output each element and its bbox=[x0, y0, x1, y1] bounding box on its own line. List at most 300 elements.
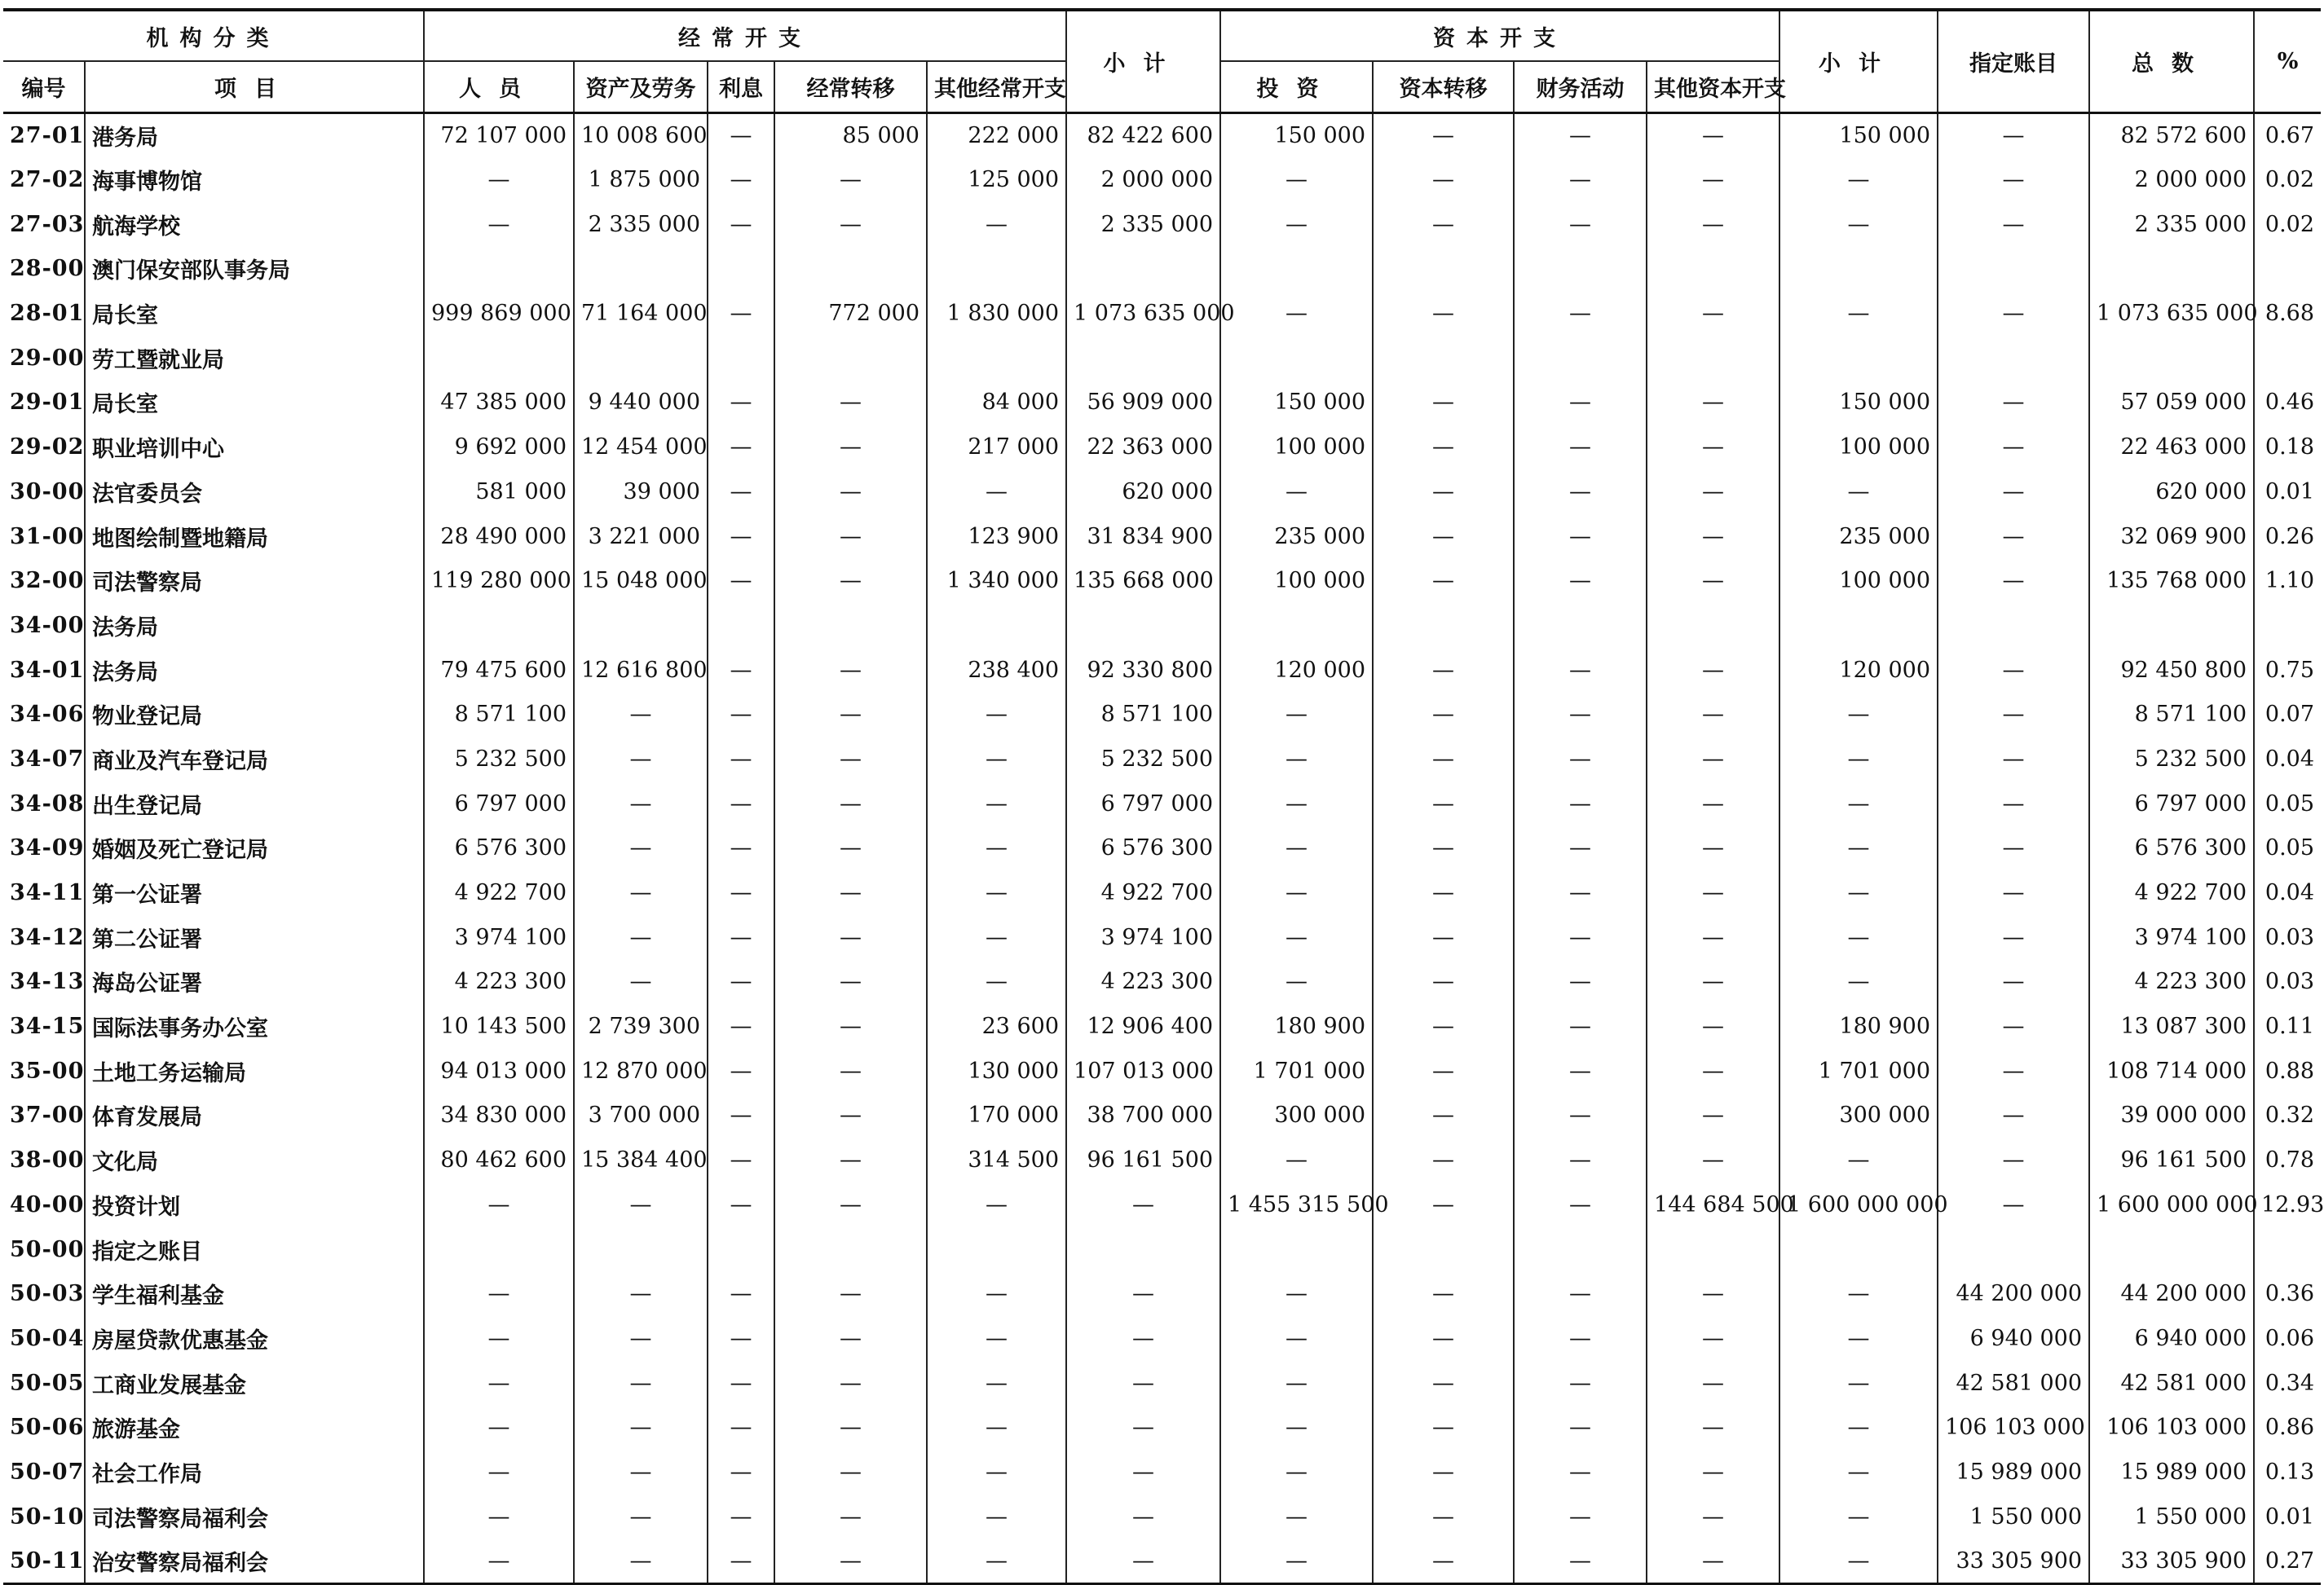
cell-other-operating: 123 900 bbox=[927, 514, 1066, 559]
cell-personnel: 94 013 000 bbox=[424, 1049, 574, 1094]
row-item-name: 婚姻及死亡登记局 bbox=[85, 826, 424, 871]
row-code: 28-00 bbox=[3, 247, 85, 292]
cell-capital-transfer: — bbox=[1373, 291, 1514, 336]
row-code: 34-12 bbox=[3, 915, 85, 960]
row-item-name: 商业及汽车登记局 bbox=[85, 737, 424, 781]
cell-total: 1 550 000 bbox=[2089, 1495, 2254, 1539]
cell-investment: 1 455 315 500 bbox=[1220, 1182, 1373, 1227]
cell-assets-services: 2 335 000 bbox=[574, 202, 708, 247]
cell-investment: — bbox=[1220, 157, 1373, 202]
cell-percent: 0.46 bbox=[2264, 390, 2315, 416]
cell-operating-transfer: — bbox=[774, 1495, 927, 1539]
cell-personnel: 999 869 000 bbox=[424, 291, 574, 336]
cell-subtotal-operating bbox=[1066, 247, 1220, 292]
cell-assets-services: 39 000 bbox=[574, 469, 708, 514]
cell-interest: — bbox=[708, 291, 774, 336]
cell-subtotal-operating: — bbox=[1066, 1450, 1220, 1495]
cell-interest: — bbox=[708, 826, 774, 871]
table-row bbox=[3, 1450, 2321, 1495]
row-item-name: 体育发展局 bbox=[85, 1094, 424, 1138]
cell-subtotal-capital: — bbox=[1779, 1539, 1938, 1584]
row-item-name: 房屋贷款优惠基金 bbox=[85, 1316, 424, 1361]
cell-other-capital: — bbox=[1647, 202, 1779, 247]
header-total: 总数 bbox=[2089, 10, 2254, 113]
cell-personnel: — bbox=[424, 1450, 574, 1495]
cell-operating-transfer: — bbox=[774, 469, 927, 514]
row-item-name: 法务局 bbox=[85, 603, 424, 648]
cell-operating-transfer: — bbox=[774, 514, 927, 559]
cell-operating-transfer: — bbox=[774, 1138, 927, 1182]
cell-other-capital: 144 684 500 bbox=[1647, 1182, 1779, 1227]
cell-percent: 0.07 bbox=[2264, 702, 2315, 728]
cell-percent: 0.03 bbox=[2264, 924, 2315, 950]
cell-personnel: — bbox=[424, 1182, 574, 1227]
cell-financial: — bbox=[1514, 870, 1647, 915]
cell-interest bbox=[708, 247, 774, 292]
row-code: 27-03 bbox=[3, 202, 85, 247]
cell-operating-transfer: — bbox=[774, 692, 927, 737]
row-code: 50-03 bbox=[3, 1271, 85, 1316]
cell-investment: — bbox=[1220, 826, 1373, 871]
row-item-name: 工商业发展基金 bbox=[85, 1361, 424, 1406]
cell-percent: 0.32 bbox=[2264, 1103, 2315, 1129]
cell-investment bbox=[1220, 336, 1373, 381]
cell-interest: — bbox=[708, 1539, 774, 1584]
cell-capital-transfer: — bbox=[1373, 113, 1514, 158]
cell-financial: — bbox=[1514, 202, 1647, 247]
cell-personnel: 6 576 300 bbox=[424, 826, 574, 871]
cell-assets-services: — bbox=[574, 870, 708, 915]
cell-personnel bbox=[424, 336, 574, 381]
cell-other-operating: 23 600 bbox=[927, 1004, 1066, 1049]
cell-other-capital bbox=[1647, 336, 1779, 381]
cell-interest: — bbox=[708, 1361, 774, 1406]
cell-capital-transfer: — bbox=[1373, 1450, 1514, 1495]
cell-investment: — bbox=[1220, 915, 1373, 960]
cell-percent bbox=[2254, 336, 2321, 381]
cell-operating-transfer: — bbox=[774, 781, 927, 826]
cell-investment: — bbox=[1220, 737, 1373, 781]
cell-interest: — bbox=[708, 157, 774, 202]
row-code: 29-00 bbox=[3, 336, 85, 381]
cell-financial: — bbox=[1514, 113, 1647, 158]
header-org-group: 机构分类 bbox=[3, 10, 424, 61]
cell-assets-services: 2 739 300 bbox=[574, 1004, 708, 1049]
cell-percent: 0.11 bbox=[2264, 1014, 2315, 1040]
cell-financial: — bbox=[1514, 737, 1647, 781]
cell-investment: 235 000 bbox=[1220, 514, 1373, 559]
cell-percent: 0.27 bbox=[2264, 1548, 2315, 1574]
cell-financial: — bbox=[1514, 1405, 1647, 1450]
cell-financial: — bbox=[1514, 425, 1647, 469]
cell-financial: — bbox=[1514, 1182, 1647, 1227]
table-row bbox=[3, 1271, 2321, 1316]
budget-table bbox=[3, 8, 2324, 1585]
cell-interest: — bbox=[708, 915, 774, 960]
cell-total bbox=[2089, 336, 2254, 381]
cell-other-capital: — bbox=[1647, 1539, 1779, 1584]
cell-subtotal-capital: 1 600 000 000 bbox=[1779, 1182, 1938, 1227]
cell-investment: — bbox=[1220, 781, 1373, 826]
row-code: 27-02 bbox=[3, 157, 85, 202]
cell-operating-transfer: — bbox=[774, 1316, 927, 1361]
cell-subtotal-capital bbox=[1779, 603, 1938, 648]
cell-subtotal-capital: 150 000 bbox=[1779, 113, 1938, 158]
row-item-name: 局长室 bbox=[85, 381, 424, 425]
cell-personnel: 9 692 000 bbox=[424, 425, 574, 469]
row-item-name: 职业培训中心 bbox=[85, 425, 424, 469]
row-item-name: 国际法事务办公室 bbox=[85, 1004, 424, 1049]
cell-financial: — bbox=[1514, 291, 1647, 336]
header-percent: % bbox=[2254, 10, 2321, 113]
cell-percent: 0.01 bbox=[2264, 478, 2315, 504]
cell-assets-services: 15 048 000 bbox=[574, 558, 708, 603]
cell-other-capital: — bbox=[1647, 781, 1779, 826]
row-item-name: 第一公证署 bbox=[85, 870, 424, 915]
table-row bbox=[3, 1004, 2321, 1049]
header-investment: 投资 bbox=[1220, 61, 1373, 113]
cell-financial bbox=[1514, 1227, 1647, 1272]
cell-interest: — bbox=[708, 1450, 774, 1495]
cell-capital-transfer: — bbox=[1373, 469, 1514, 514]
cell-subtotal-capital: — bbox=[1779, 1405, 1938, 1450]
table-row bbox=[3, 1182, 2321, 1227]
cell-other-operating: 1 830 000 bbox=[927, 291, 1066, 336]
cell-other-operating: — bbox=[927, 1271, 1066, 1316]
cell-other-capital: — bbox=[1647, 514, 1779, 559]
cell-total bbox=[2089, 1227, 2254, 1272]
cell-other-capital: — bbox=[1647, 826, 1779, 871]
cell-investment bbox=[1220, 603, 1373, 648]
cell-other-operating: — bbox=[927, 781, 1066, 826]
cell-operating-transfer bbox=[774, 336, 927, 381]
cell-operating-transfer: — bbox=[774, 558, 927, 603]
cell-other-operating: — bbox=[927, 1495, 1066, 1539]
cell-capital-transfer: — bbox=[1373, 870, 1514, 915]
cell-financial: — bbox=[1514, 692, 1647, 737]
cell-percent: 0.05 bbox=[2264, 835, 2315, 861]
row-code: 50-07 bbox=[3, 1450, 85, 1495]
cell-subtotal-capital: — bbox=[1779, 202, 1938, 247]
cell-operating-transfer: — bbox=[774, 425, 927, 469]
cell-designated: — bbox=[1938, 469, 2089, 514]
cell-assets-services: — bbox=[574, 737, 708, 781]
cell-capital-transfer: — bbox=[1373, 1271, 1514, 1316]
cell-personnel: — bbox=[424, 1405, 574, 1450]
cell-percent: 0.67 bbox=[2264, 123, 2315, 149]
cell-percent: 0.75 bbox=[2264, 657, 2315, 683]
cell-percent: 0.05 bbox=[2264, 790, 2315, 817]
cell-total: 13 087 300 bbox=[2089, 1004, 2254, 1049]
row-code: 34-15 bbox=[3, 1004, 85, 1049]
row-code: 35-00 bbox=[3, 1049, 85, 1094]
cell-other-capital: — bbox=[1647, 915, 1779, 960]
cell-interest: — bbox=[708, 202, 774, 247]
cell-assets-services: 3 221 000 bbox=[574, 514, 708, 559]
row-item-name: 旅游基金 bbox=[85, 1405, 424, 1450]
cell-assets-services: 10 008 600 bbox=[574, 113, 708, 158]
cell-percent: 0.78 bbox=[2264, 1147, 2315, 1173]
cell-subtotal-operating: 96 161 500 bbox=[1066, 1138, 1220, 1182]
cell-investment: — bbox=[1220, 1361, 1373, 1406]
cell-operating-transfer: — bbox=[774, 915, 927, 960]
cell-subtotal-operating: 4 223 300 bbox=[1066, 960, 1220, 1005]
cell-personnel: 72 107 000 bbox=[424, 113, 574, 158]
cell-subtotal-operating: 620 000 bbox=[1066, 469, 1220, 514]
cell-assets-services bbox=[574, 603, 708, 648]
cell-capital-transfer bbox=[1373, 336, 1514, 381]
cell-designated: — bbox=[1938, 737, 2089, 781]
cell-subtotal-capital: — bbox=[1779, 915, 1938, 960]
cell-assets-services: 12 616 800 bbox=[574, 648, 708, 693]
cell-interest: — bbox=[708, 1316, 774, 1361]
cell-operating-transfer: — bbox=[774, 1450, 927, 1495]
cell-subtotal-capital: 150 000 bbox=[1779, 381, 1938, 425]
cell-interest: — bbox=[708, 113, 774, 158]
cell-other-operating: — bbox=[927, 1405, 1066, 1450]
table-header bbox=[3, 10, 2321, 113]
table-row bbox=[3, 336, 2321, 381]
cell-personnel: 80 462 600 bbox=[424, 1138, 574, 1182]
cell-designated: — bbox=[1938, 381, 2089, 425]
cell-percent bbox=[2254, 603, 2321, 648]
row-item-name: 劳工暨就业局 bbox=[85, 336, 424, 381]
row-code: 27-01 bbox=[3, 113, 85, 158]
cell-other-capital: — bbox=[1647, 1138, 1779, 1182]
cell-investment: — bbox=[1220, 1138, 1373, 1182]
row-code: 38-00 bbox=[3, 1138, 85, 1182]
row-item-name: 学生福利基金 bbox=[85, 1271, 424, 1316]
cell-personnel: — bbox=[424, 1271, 574, 1316]
cell-financial: — bbox=[1514, 469, 1647, 514]
cell-percent: 0.13 bbox=[2264, 1459, 2315, 1485]
cell-operating-transfer: — bbox=[774, 1271, 927, 1316]
cell-investment: 100 000 bbox=[1220, 558, 1373, 603]
cell-interest: — bbox=[708, 692, 774, 737]
cell-subtotal-operating: 6 576 300 bbox=[1066, 826, 1220, 871]
cell-investment bbox=[1220, 247, 1373, 292]
table-row bbox=[3, 558, 2321, 603]
cell-interest bbox=[708, 603, 774, 648]
cell-interest: — bbox=[708, 469, 774, 514]
cell-percent: 8.68 bbox=[2264, 301, 2315, 327]
row-item-name: 投资计划 bbox=[85, 1182, 424, 1227]
cell-investment: — bbox=[1220, 1495, 1373, 1539]
cell-total: 42 581 000 bbox=[2089, 1361, 2254, 1406]
cell-assets-services: — bbox=[574, 1271, 708, 1316]
cell-capital-transfer: — bbox=[1373, 514, 1514, 559]
cell-subtotal-operating: 3 974 100 bbox=[1066, 915, 1220, 960]
cell-investment: — bbox=[1220, 469, 1373, 514]
cell-designated: — bbox=[1938, 558, 2089, 603]
cell-total: 57 059 000 bbox=[2089, 381, 2254, 425]
cell-capital-transfer: — bbox=[1373, 692, 1514, 737]
cell-other-capital: — bbox=[1647, 1405, 1779, 1450]
cell-capital-transfer: — bbox=[1373, 960, 1514, 1005]
cell-financial bbox=[1514, 247, 1647, 292]
cell-percent: 0.03 bbox=[2264, 969, 2315, 995]
row-code: 50-06 bbox=[3, 1405, 85, 1450]
table-row bbox=[3, 1316, 2321, 1361]
cell-assets-services: — bbox=[574, 960, 708, 1005]
cell-percent: 0.02 bbox=[2264, 211, 2315, 237]
cell-financial: — bbox=[1514, 1271, 1647, 1316]
cell-other-capital: — bbox=[1647, 1271, 1779, 1316]
cell-subtotal-capital: — bbox=[1779, 1138, 1938, 1182]
cell-capital-transfer: — bbox=[1373, 1495, 1514, 1539]
row-code: 34-13 bbox=[3, 960, 85, 1005]
cell-capital-transfer: — bbox=[1373, 781, 1514, 826]
row-code: 28-01 bbox=[3, 291, 85, 336]
cell-subtotal-capital: — bbox=[1779, 1361, 1938, 1406]
table-row bbox=[3, 425, 2321, 469]
row-item-name: 司法警察局 bbox=[85, 558, 424, 603]
cell-operating-transfer: — bbox=[774, 1539, 927, 1584]
cell-investment: — bbox=[1220, 1271, 1373, 1316]
cell-other-operating: — bbox=[927, 1316, 1066, 1361]
header-subtotal-capital: 小计 bbox=[1779, 10, 1938, 113]
table-row bbox=[3, 1049, 2321, 1094]
cell-capital-transfer: — bbox=[1373, 425, 1514, 469]
cell-subtotal-operating: 56 909 000 bbox=[1066, 381, 1220, 425]
cell-financial: — bbox=[1514, 1138, 1647, 1182]
cell-assets-services: — bbox=[574, 1495, 708, 1539]
row-code: 30-00 bbox=[3, 469, 85, 514]
cell-financial: — bbox=[1514, 781, 1647, 826]
table-row bbox=[3, 960, 2321, 1005]
cell-other-operating: — bbox=[927, 826, 1066, 871]
cell-subtotal-operating: — bbox=[1066, 1182, 1220, 1227]
cell-subtotal-capital: — bbox=[1779, 960, 1938, 1005]
cell-personnel: 6 797 000 bbox=[424, 781, 574, 826]
cell-other-operating: 222 000 bbox=[927, 113, 1066, 158]
cell-investment: 150 000 bbox=[1220, 381, 1373, 425]
cell-other-capital: — bbox=[1647, 737, 1779, 781]
cell-percent: 0.88 bbox=[2264, 1058, 2315, 1084]
cell-capital-transfer: — bbox=[1373, 157, 1514, 202]
row-code: 32-00 bbox=[3, 558, 85, 603]
row-code: 34-00 bbox=[3, 603, 85, 648]
cell-interest: — bbox=[708, 1405, 774, 1450]
cell-other-capital: — bbox=[1647, 1049, 1779, 1094]
cell-total: 6 797 000 bbox=[2089, 781, 2254, 826]
cell-investment: — bbox=[1220, 1405, 1373, 1450]
cell-total: 82 572 600 bbox=[2089, 113, 2254, 158]
cell-designated: — bbox=[1938, 915, 2089, 960]
cell-personnel: — bbox=[424, 202, 574, 247]
table-row bbox=[3, 1539, 2321, 1584]
cell-assets-services: 15 384 400 bbox=[574, 1138, 708, 1182]
cell-operating-transfer: 772 000 bbox=[774, 291, 927, 336]
row-item-name: 出生登记局 bbox=[85, 781, 424, 826]
header-interest: 利息 bbox=[708, 61, 774, 113]
cell-other-operating: — bbox=[927, 469, 1066, 514]
cell-designated: — bbox=[1938, 960, 2089, 1005]
cell-operating-transfer: 85 000 bbox=[774, 113, 927, 158]
cell-subtotal-capital: — bbox=[1779, 469, 1938, 514]
cell-capital-transfer: — bbox=[1373, 202, 1514, 247]
cell-capital-transfer: — bbox=[1373, 558, 1514, 603]
cell-designated: — bbox=[1938, 202, 2089, 247]
cell-other-operating: 217 000 bbox=[927, 425, 1066, 469]
cell-other-capital: — bbox=[1647, 1316, 1779, 1361]
cell-designated: — bbox=[1938, 1094, 2089, 1138]
cell-investment: 1 701 000 bbox=[1220, 1049, 1373, 1094]
cell-capital-transfer: — bbox=[1373, 1004, 1514, 1049]
cell-total: 22 463 000 bbox=[2089, 425, 2254, 469]
cell-capital-transfer: — bbox=[1373, 1361, 1514, 1406]
cell-financial: — bbox=[1514, 648, 1647, 693]
header-capital-transfer: 资本转移 bbox=[1373, 61, 1514, 113]
cell-other-capital: — bbox=[1647, 291, 1779, 336]
cell-designated: — bbox=[1938, 514, 2089, 559]
cell-percent: 0.18 bbox=[2264, 434, 2315, 460]
cell-subtotal-capital: — bbox=[1779, 1450, 1938, 1495]
cell-interest: — bbox=[708, 558, 774, 603]
cell-assets-services: — bbox=[574, 1316, 708, 1361]
cell-assets-services bbox=[574, 336, 708, 381]
cell-operating-transfer: — bbox=[774, 1049, 927, 1094]
row-code: 34-06 bbox=[3, 692, 85, 737]
cell-subtotal-operating: 5 232 500 bbox=[1066, 737, 1220, 781]
row-item-name: 航海学校 bbox=[85, 202, 424, 247]
cell-other-operating: — bbox=[927, 1182, 1066, 1227]
cell-financial: — bbox=[1514, 1094, 1647, 1138]
table-row bbox=[3, 247, 2321, 292]
cell-financial: — bbox=[1514, 1539, 1647, 1584]
cell-financial: — bbox=[1514, 1495, 1647, 1539]
cell-operating-transfer: — bbox=[774, 1004, 927, 1049]
cell-total: 6 576 300 bbox=[2089, 826, 2254, 871]
cell-subtotal-capital: — bbox=[1779, 781, 1938, 826]
cell-interest: — bbox=[708, 648, 774, 693]
cell-capital-transfer: — bbox=[1373, 1316, 1514, 1361]
cell-subtotal-operating: 135 668 000 bbox=[1066, 558, 1220, 603]
row-item-name: 澳门保安部队事务局 bbox=[85, 247, 424, 292]
cell-personnel: 47 385 000 bbox=[424, 381, 574, 425]
cell-designated: 1 550 000 bbox=[1938, 1495, 2089, 1539]
cell-other-operating: 1 340 000 bbox=[927, 558, 1066, 603]
cell-subtotal-capital bbox=[1779, 1227, 1938, 1272]
cell-personnel: 3 974 100 bbox=[424, 915, 574, 960]
cell-interest: — bbox=[708, 1182, 774, 1227]
cell-other-operating: 125 000 bbox=[927, 157, 1066, 202]
row-code: 29-02 bbox=[3, 425, 85, 469]
cell-other-operating: — bbox=[927, 1539, 1066, 1584]
cell-subtotal-operating: — bbox=[1066, 1361, 1220, 1406]
table-row bbox=[3, 781, 2321, 826]
row-item-name: 指定之账目 bbox=[85, 1227, 424, 1272]
cell-capital-transfer: — bbox=[1373, 1182, 1514, 1227]
header-subtotal-operating: 小计 bbox=[1066, 10, 1220, 113]
cell-financial: — bbox=[1514, 558, 1647, 603]
cell-financial: — bbox=[1514, 1316, 1647, 1361]
table-row bbox=[3, 870, 2321, 915]
cell-assets-services: 9 440 000 bbox=[574, 381, 708, 425]
row-code: 50-05 bbox=[3, 1361, 85, 1406]
cell-subtotal-operating: 107 013 000 bbox=[1066, 1049, 1220, 1094]
cell-assets-services bbox=[574, 1227, 708, 1272]
cell-operating-transfer bbox=[774, 603, 927, 648]
cell-subtotal-operating: — bbox=[1066, 1271, 1220, 1316]
table-row bbox=[3, 648, 2321, 693]
cell-subtotal-capital: — bbox=[1779, 1316, 1938, 1361]
cell-other-capital: — bbox=[1647, 157, 1779, 202]
cell-subtotal-operating: 2 000 000 bbox=[1066, 157, 1220, 202]
table-row bbox=[3, 291, 2321, 336]
table-row bbox=[3, 1138, 2321, 1182]
cell-personnel: 8 571 100 bbox=[424, 692, 574, 737]
